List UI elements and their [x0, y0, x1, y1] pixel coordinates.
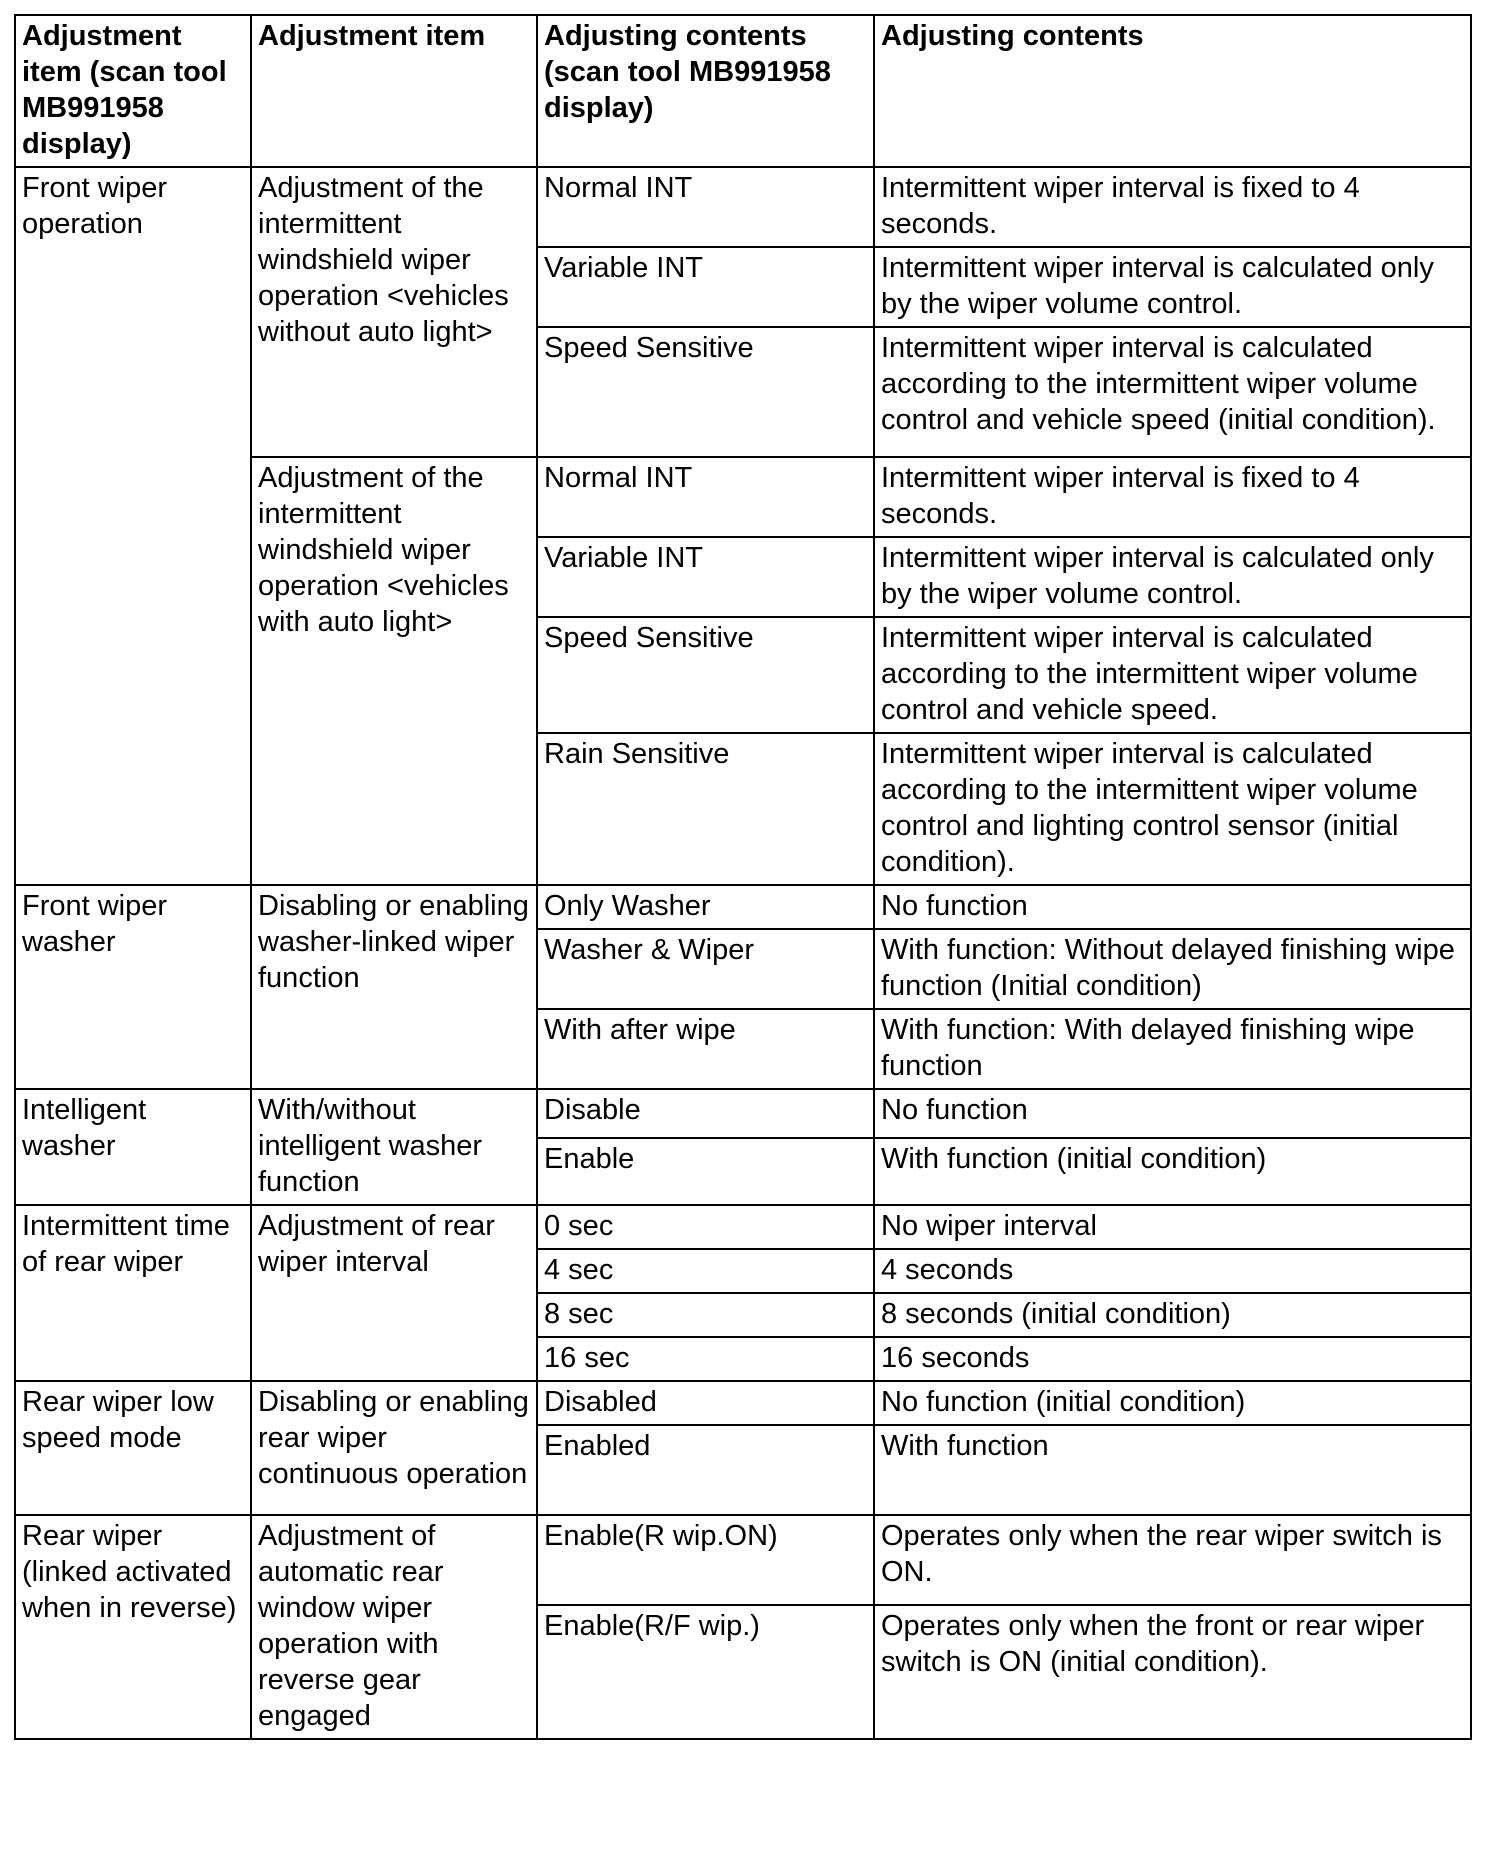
display-cell: Disable: [537, 1089, 874, 1138]
display-cell: 4 sec: [537, 1249, 874, 1293]
contents-cell: No function (initial condition): [874, 1381, 1471, 1425]
contents-cell: Operates only when the rear wiper switch is ON.: [874, 1515, 1471, 1605]
display-cell: Enable: [537, 1138, 874, 1205]
display-cell: Speed Sensitive: [537, 617, 874, 733]
contents-cell: No function: [874, 885, 1471, 929]
contents-cell: With function: With delayed finishing wipe function: [874, 1009, 1471, 1089]
contents-cell: 4 seconds: [874, 1249, 1471, 1293]
contents-cell: Intermittent wiper interval is calculated according to the intermittent wiper volume control and vehicle speed.: [874, 617, 1471, 733]
display-cell: 8 sec: [537, 1293, 874, 1337]
item-cell: Rear wiper low speed mode: [15, 1381, 251, 1515]
display-cell: Rain Sensitive: [537, 733, 874, 885]
adjustment-cell: Disabling or enabling washer-linked wiper function: [251, 885, 537, 1089]
adjustment-cell: Adjustment of rear wiper interval: [251, 1205, 537, 1381]
table-row: [15, 1381, 1471, 1425]
display-cell: Variable INT: [537, 537, 874, 617]
display-cell: Enable(R/F wip.): [537, 1605, 874, 1739]
contents-cell: With function (initial condition): [874, 1138, 1471, 1205]
contents-cell: Intermittent wiper interval is calculated only by the wiper volume control.: [874, 537, 1471, 617]
contents-cell: With function: Without delayed finishing wipe function (Initial condition): [874, 929, 1471, 1009]
table-row: [15, 885, 1471, 929]
contents-cell: 16 seconds: [874, 1337, 1471, 1381]
header-cell-scan-tool-item: Adjustment item (scan tool MB991958 display): [15, 15, 251, 167]
item-cell: Rear wiper (linked activated when in reverse): [15, 1515, 251, 1739]
display-cell: Enabled: [537, 1425, 874, 1515]
contents-cell: Intermittent wiper interval is calculated only by the wiper volume control.: [874, 247, 1471, 327]
adjustment-cell: With/without intelligent washer function: [251, 1089, 537, 1205]
display-cell: Variable INT: [537, 247, 874, 327]
display-cell: Normal INT: [537, 167, 874, 247]
contents-cell: Intermittent wiper interval is calculated according to the intermittent wiper volume control and lighting control sensor (initial condition).: [874, 733, 1471, 885]
header-row: [15, 15, 1471, 167]
table-row: [15, 167, 1471, 247]
item-cell: Front wiper washer: [15, 885, 251, 1089]
adjustment-cell: Adjustment of the intermittent windshield wiper operation <vehicles with auto light>: [251, 457, 537, 885]
display-cell: With after wipe: [537, 1009, 874, 1089]
table-row: [15, 1089, 1471, 1138]
header-cell-adjustment-item: Adjustment item: [251, 15, 537, 167]
contents-cell: With function: [874, 1425, 1471, 1515]
display-cell: Speed Sensitive: [537, 327, 874, 457]
display-cell: Only Washer: [537, 885, 874, 929]
display-cell: Enable(R wip.ON): [537, 1515, 874, 1605]
table-row: [15, 1205, 1471, 1249]
display-cell: Washer & Wiper: [537, 929, 874, 1009]
item-cell: Intelligent washer: [15, 1089, 251, 1205]
display-cell: Normal INT: [537, 457, 874, 537]
item-cell: Front wiper operation: [15, 167, 251, 885]
display-cell: 16 sec: [537, 1337, 874, 1381]
adjustment-cell: Disabling or enabling rear wiper continuous operation: [251, 1381, 537, 1515]
item-cell: Intermittent time of rear wiper: [15, 1205, 251, 1381]
header-cell-scan-tool-contents: Adjusting contents (scan tool MB991958 display): [537, 15, 874, 167]
contents-cell: Intermittent wiper interval is fixed to 4 seconds.: [874, 167, 1471, 247]
display-cell: Disabled: [537, 1381, 874, 1425]
adjustment-cell: Adjustment of automatic rear window wiper operation with reverse gear engaged: [251, 1515, 537, 1739]
contents-cell: 8 seconds (initial condition): [874, 1293, 1471, 1337]
contents-cell: Operates only when the front or rear wiper switch is ON (initial condition).: [874, 1605, 1471, 1739]
contents-cell: Intermittent wiper interval is calculated according to the intermittent wiper volume control and vehicle speed (initial condition).: [874, 327, 1471, 457]
contents-cell: No function: [874, 1089, 1471, 1138]
contents-cell: Intermittent wiper interval is fixed to 4 seconds.: [874, 457, 1471, 537]
header-cell-adjusting-contents: Adjusting contents: [874, 15, 1471, 167]
display-cell: 0 sec: [537, 1205, 874, 1249]
adjustment-table: [14, 14, 1472, 1740]
adjustment-cell: Adjustment of the intermittent windshield wiper operation <vehicles without auto light>: [251, 167, 537, 457]
table-row: [15, 1515, 1471, 1605]
contents-cell: No wiper interval: [874, 1205, 1471, 1249]
